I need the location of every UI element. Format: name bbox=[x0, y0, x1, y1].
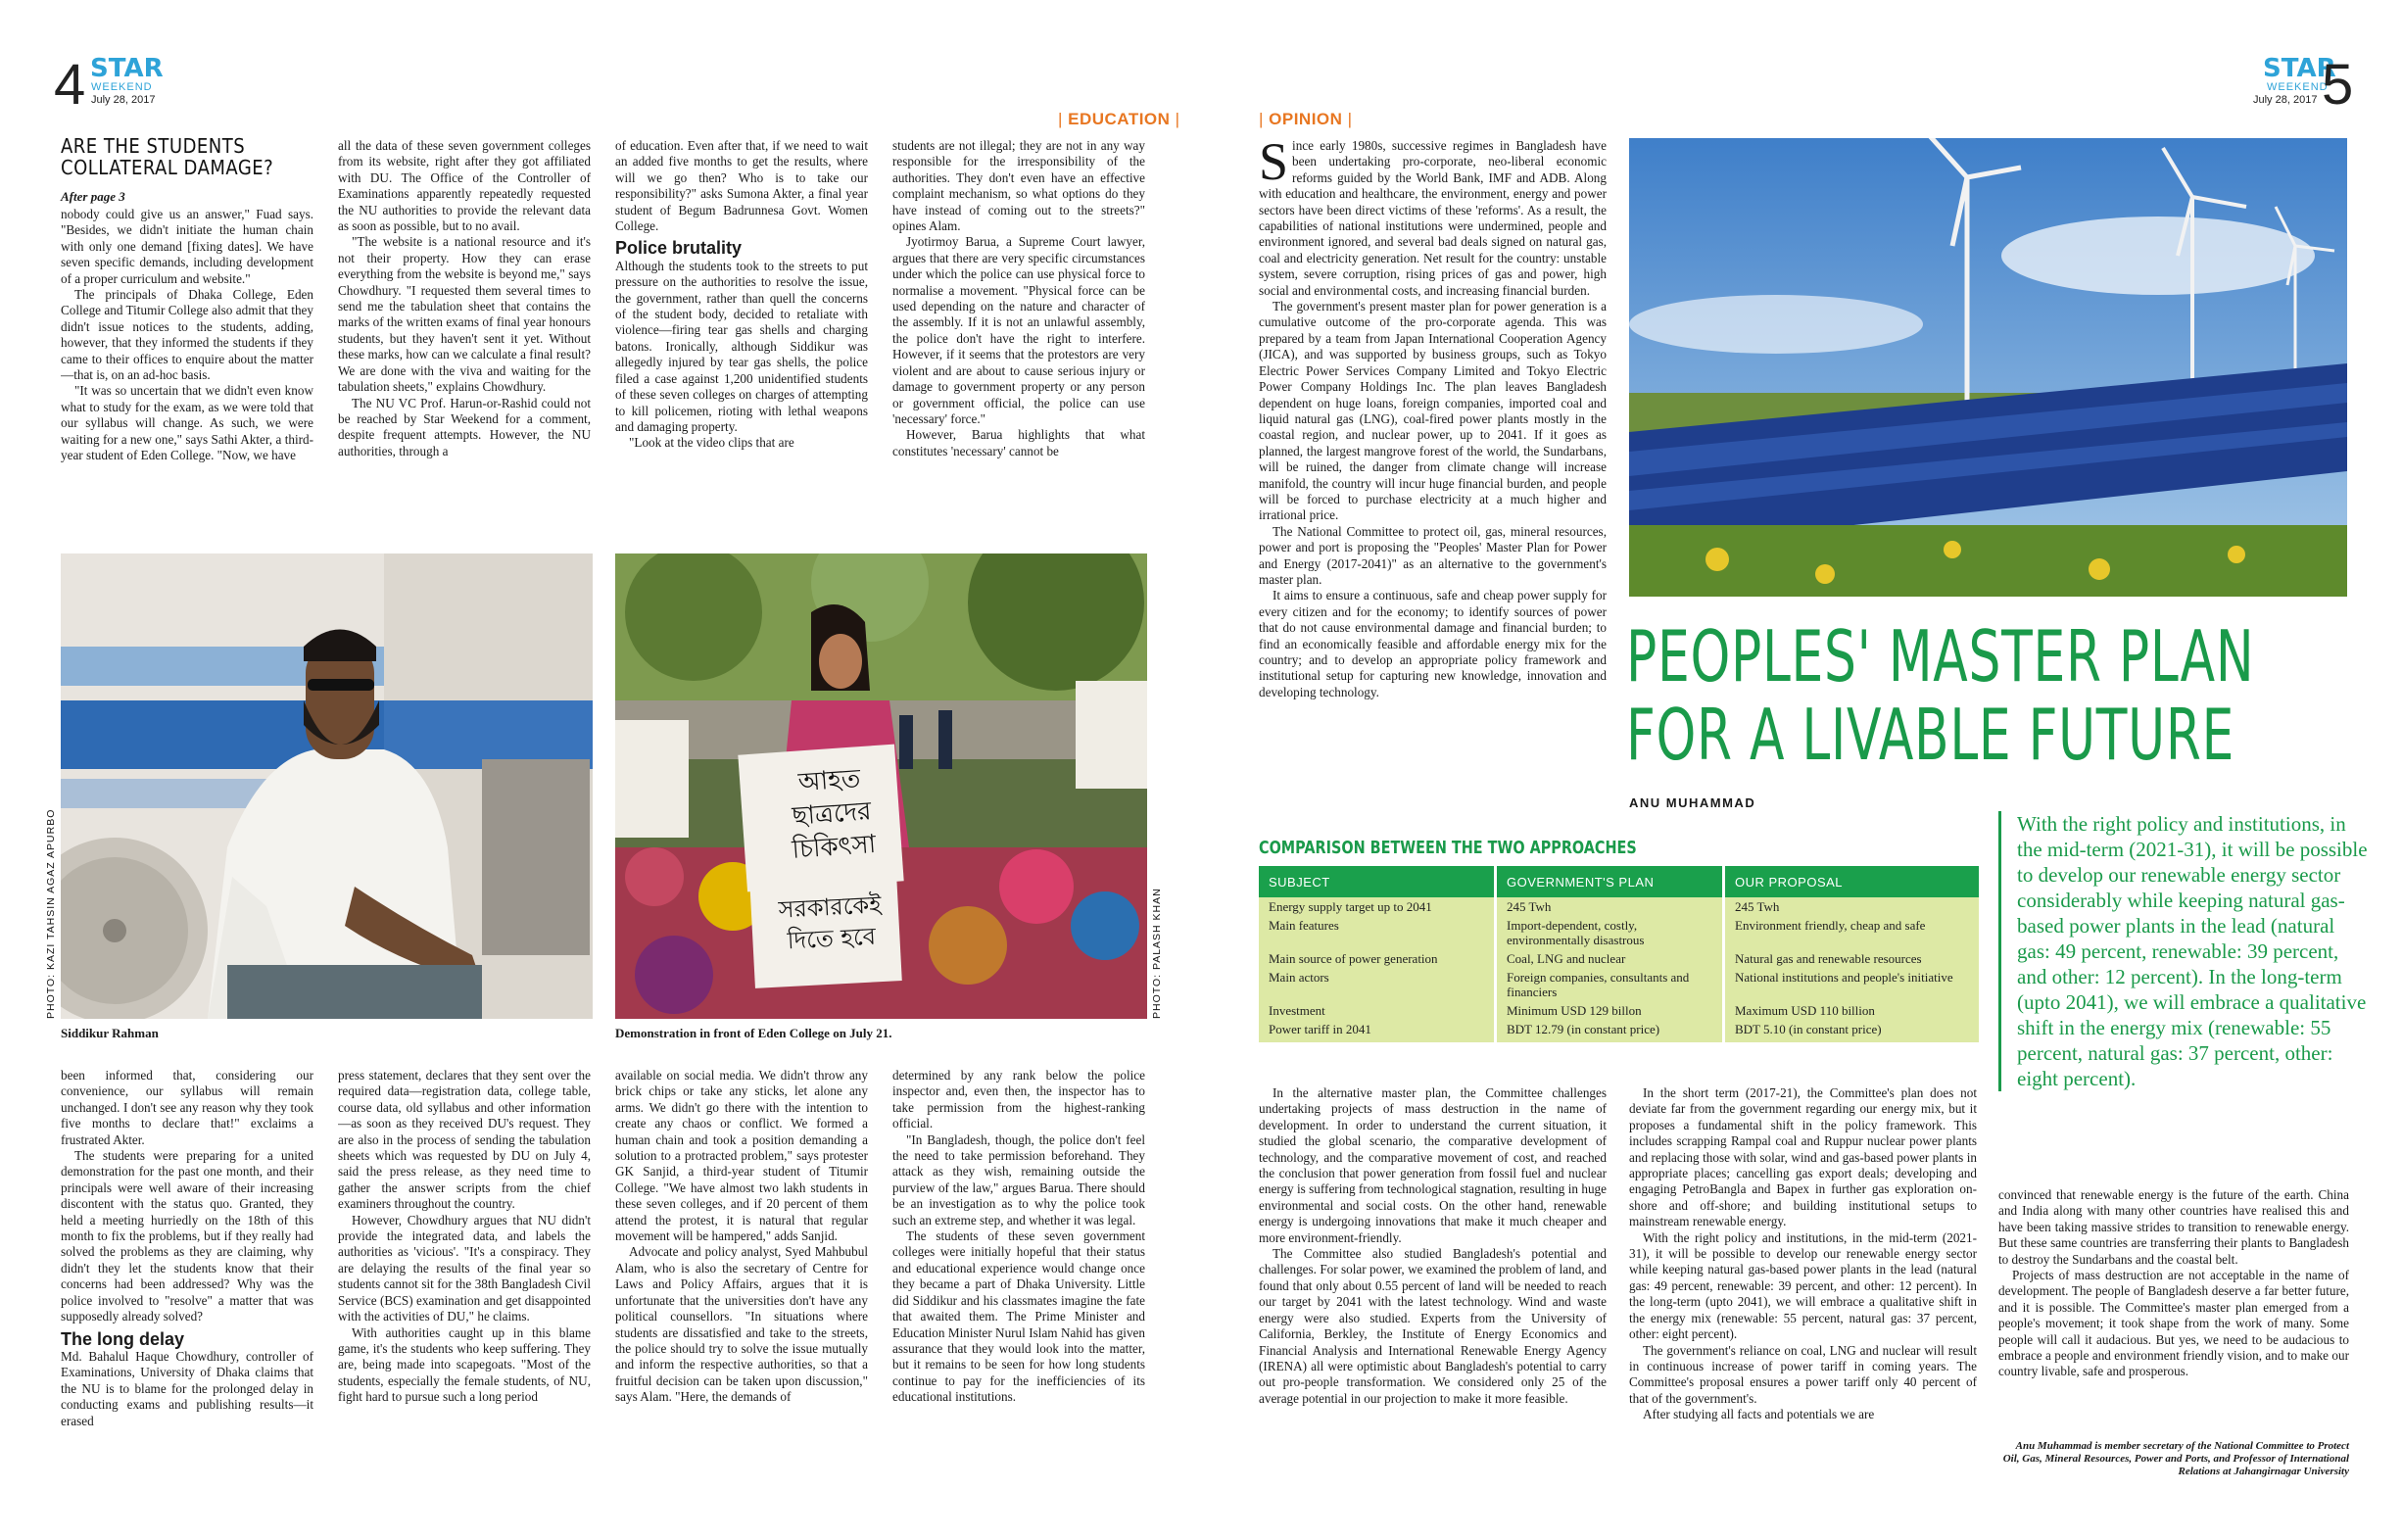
table-cell: Power tariff in 2041 bbox=[1269, 1022, 1371, 1036]
table-cell: Import-dependent, costly, environmentally disastrous bbox=[1494, 916, 1722, 949]
paragraph: However, Barua highlights that what constitutes 'necessary' cannot be bbox=[892, 427, 1145, 458]
table-header-government: GOVERNMENT'S PLAN bbox=[1494, 866, 1722, 897]
table-cell: Main source of power generation bbox=[1269, 951, 1438, 966]
subheading-police-brutality: Police brutality bbox=[615, 238, 743, 259]
table-cell: BDT 12.79 (in constant price) bbox=[1494, 1020, 1722, 1042]
paragraph: The government's reliance on coal, LNG and nuclear will result in continuous increase of power tariff in coming years. The Committee's proposal ensures a power tariff only 40 percent of that of the government's. bbox=[1629, 1342, 1977, 1406]
section-label-education: | EDUCATION | bbox=[1058, 110, 1180, 128]
paragraph: With authorities caught up in this blame game, it's the students who keep suffering. They are, being made into scapegoats. "Most of the students, especially the female students, of NU, fight hard to pursue such a long period bbox=[338, 1324, 591, 1405]
paragraph: of education. Even after that, if we need to wait an added five months to get the results, where will we go then? Who is to take our responsibility?" asks Sumona Akter, a final year student of Begum Badrunnesa Govt. Women College. bbox=[615, 138, 868, 234]
paragraph: students are not illegal; they are not in any way responsible for the irresponsibility of the authorities. They don't even have an effective complaint mechanism, so what options do they have instead of coming out to the streets?" opines Alam. bbox=[892, 138, 1145, 234]
dropcap: S bbox=[1259, 138, 1289, 191]
page-number-right: 5 bbox=[2322, 53, 2354, 117]
left-col4-top bbox=[892, 138, 1145, 525]
table-cell: Natural gas and renewable resources bbox=[1722, 949, 1979, 968]
article-kicker: ARE THE STUDENTS COLLATERAL DAMAGE? bbox=[61, 134, 274, 179]
paragraph: ince early 1980s, successive regimes in Bangladesh have been undertaking pro-corporate, neo-liberal economic reforms guided by the World Bank, IMF and ADB. Along with education and healthcare, the environment, energy and power sectors have been direct victims of these 'reforms'. As a result, the capabilities of national institutions were undermined, people and environment ignored, and several bad deals signed on natural gas, coal and electricity generation. Net result for the country: unstable system, severe corruption, rising prices of gas and power, high social and environmental costs, and increasing financial burden. bbox=[1259, 138, 1607, 298]
table-cell: Coal, LNG and nuclear bbox=[1494, 949, 1722, 968]
protest-sign-top: আহত ছাত্রদের চিকিৎসা bbox=[791, 763, 878, 865]
section-label-opinion: | OPINION | bbox=[1259, 110, 1353, 128]
paragraph: Projects of mass destruction are not acceptable in the name of development. The people of Bangladesh deserve a far better future, and it is possible. The Committee's master plan emerged from a people's movement; it took shape from the work of many. Some people will call it audacious. But yes, we need to be audacious to embrace a people and environment friendly vision, and to make our country livable, safe and prosperous. bbox=[1998, 1268, 2349, 1379]
issue-date-right: July 28, 2017 bbox=[2253, 94, 2318, 106]
table-row bbox=[1259, 916, 1979, 949]
paragraph: Jyotirmoy Barua, a Supreme Court lawyer, argues that there are very specific circumstances under which the police can use physical force to normalise a movement. "Physical force can be used depending on the nature and character of the assembly. If it is not an unlawful assembly, the police don't have the right to interfere. However, if it seems that the protestors are very violent and are about to cause serious injury or damage to government property or any person or government official, the police can use 'necessary' force." bbox=[892, 234, 1145, 426]
right-col3-bottom bbox=[1998, 1187, 2349, 1403]
table-cell: Energy supply target up to 2041 bbox=[1269, 899, 1432, 914]
issue-date-left: July 28, 2017 bbox=[91, 94, 156, 106]
table-cell: Main actors bbox=[1269, 970, 1329, 985]
photo-siddikur bbox=[61, 553, 593, 1019]
paragraph: Advocate and policy analyst, Syed Mahbubul Alam, who is also the secretary of Centre for Laws and Policy Affairs, argues that it is unfortunate that the universities don't have any political counsellors. "In situations where students are dissatisfied and take to the streets, the police should try to solve the issue mutually and inform the respective authorities, so that a fruitful decision can be taken upon discussion," says Alam. "Here, the demands of bbox=[615, 1244, 868, 1405]
table-row bbox=[1259, 949, 1979, 968]
table-cell: Investment bbox=[1269, 1003, 1325, 1018]
photo-caption-demonstration: Demonstration in front of Eden College on July 21. bbox=[615, 1026, 892, 1040]
table-cell: Foreign companies, consultants and financiers bbox=[1494, 968, 1722, 1001]
left-col4-bottom bbox=[892, 1068, 1145, 1487]
paragraph: With the right policy and institutions, in the mid-term (2021-31), it will be possible to develop our renewable energy sector while keeping natural gas-based power plants in the lead (natural gas: 49 percent, renewable: 39 percent, and other: 12 percent). In the long-term (upto 2041), we will embrace a qualitative shift in the energy mix (renewable: 55 percent, natural gas: 37 percent, other: eight percent). bbox=[1629, 1229, 1977, 1342]
photo-credit-siddikur: PHOTO: KAZI TAHSIN AGAZ APURBO bbox=[45, 808, 57, 1019]
table-row bbox=[1259, 1001, 1979, 1020]
paragraph: available on social media. We didn't throw any brick chips or take any sticks, let alone any arms. We didn't go there with the intention to create any chaos or conflict. We formed a human chain and took a position demanding a solution to a protracted problem," says protester GK Sanjid, a third-year student of Titumir College. "We have almost two lakh students in these seven colleges, and if 20 percent of them attend the protest, it is natural that regular movement will be hampered," adds Sanjid. bbox=[615, 1068, 868, 1244]
table-cell: 245 Twh bbox=[1494, 897, 1722, 916]
paragraph: The students were preparing for a united demonstration for the past one month, and their principals were well aware of their increasing discontent with the status quo. Granted, they held a meeting hurriedly on the 18th of this month to fix the problems, but if they really had solved the problems as they are claiming, why didn't they let the students know that their concerns had been addressed? Why was the police involved to "resolve" a matter that was supposedly already solved? bbox=[61, 1148, 313, 1324]
left-col1-top bbox=[61, 207, 313, 525]
table-header-proposal: OUR PROPOSAL bbox=[1722, 866, 1979, 897]
comparison-table bbox=[1259, 866, 1979, 1042]
author-bio: Anu Muhammad is member secretary of the National Committee to Protect Oil, Gas, Mineral Resources, Power and Ports, and Professor of International Relations at Jahangirnagar University bbox=[2002, 1440, 2349, 1477]
paragraph: The NU VC Prof. Harun-or-Rashid could not be reached by Star Weekend for a comment, despite frequent attempts. However, the NU authorities, through a bbox=[338, 395, 591, 458]
photo-siddikur-illustration bbox=[61, 553, 593, 1019]
subheading-long-delay: The long delay bbox=[61, 1328, 185, 1349]
photo-solar-wind-illustration bbox=[1629, 138, 2347, 597]
brand-logo-right: STAR bbox=[2263, 54, 2336, 83]
table-cell: Environment friendly, cheap and safe bbox=[1722, 916, 1979, 949]
paragraph: The government's present master plan for power generation is a cumulative outcome of the pro-corporate agenda. This was prepared by a team from Japan International Cooperation Agency (JICA), and was supported by business groups, such as Tokyo Electric Power Services Company Limited and Tokyo Electric Power Company Holdings Inc. The plan leaves Bangladesh dependent on huge loans, foreign companies, imported coal and liquid natural gas (LNG), coal-fired power plants mostly in the coastal region, and nuclear power, up to 2041. If it goes as planned, the largest mangrove forest of the world, the Sundarbans, will be ruined, the danger from climate change will increase manifold, the country will incur huge financial burden, and people will be forced to purchase electricity at a much higher and irrational price. bbox=[1259, 299, 1607, 523]
paragraph: determined by any rank below the police inspector and, even then, the inspector has to take permission from the highest-ranking official. bbox=[892, 1068, 1145, 1131]
photo-credit-demonstration: PHOTO: PALASH KHAN bbox=[1151, 888, 1163, 1019]
paragraph: "Look at the video clips that are bbox=[629, 435, 794, 451]
paragraph: The principals of Dhaka College, Eden College and Titumir College also admit that they didn't issue notices to the students, adding, however, that they informed the students if they came to their offices to enquire about the matter—that is, on an ad-hoc basis. bbox=[61, 287, 313, 383]
table-cell: National institutions and people's initiative bbox=[1722, 968, 1979, 1001]
brand-logo-left: STAR bbox=[90, 54, 164, 83]
paragraph: The National Committee to protect oil, gas, mineral resources, power and port is proposing the "Peoples' Master Plan for Power and Energy (2017-2041)" as an alternative to the government's master plan. bbox=[1259, 523, 1607, 587]
photo-solar-wind bbox=[1629, 138, 2347, 597]
paragraph: nobody could give us an answer," Fuad says. "Besides, we didn't initiate the human chain with only one demand [fixing dates]. We have seven specific demands, including development of a proper curriculum and website." bbox=[61, 207, 313, 286]
paragraph: "The website is a national resource and it's not their property. How they can erase everything from the website is beyond me," says Chowdhury. "I requested them several times to send me the tabulation sheet that contains the marks of the written exams of final year honours students, but they haven't sent it yet. Without these marks, how can we calculate a final result? We are done with the viva and waiting for the tabulation sheets," explains Chowdhury. bbox=[338, 234, 591, 395]
paragraph: "It was so uncertain that we didn't even know what to study for the exam, as we were told that our syllabus will change. As such, we were waiting for a new one," says Sathi Akter, a third-year student of Eden College. "Now, we have bbox=[61, 383, 313, 463]
paragraph: convinced that renewable energy is the future of the earth. China and India along with many other countries have realised this and have been taking massive strides to transition to renewable energy. But these same countries are transferring their plants to Bangladesh to destroy the Sundarbans and the coastal belt. bbox=[1998, 1187, 2349, 1267]
left-col3-top bbox=[615, 138, 868, 525]
paragraph: Md. Bahalul Haque Chowdhury, controller of Examinations, University of Dhaka claims that the NU is to blame for the prolonged delay in conducting exams and publishing results—it erased bbox=[61, 1348, 313, 1428]
paragraph: In the alternative master plan, the Committee challenges undertaking projects of mass destruction in the name of development. In order to understand the current situation, it studied the global scenario, the comparative development of technology, and the comparative movement of cost, and reached the conclusion that power generation from fossil fuel and nuclear energy is suffering from technological stagnation, resulting in huge environmental and social costs. On the other hand, renewable energy is undergoing innovations that make it much cheaper and more environment-friendly. bbox=[1259, 1085, 1607, 1245]
paragraph: In the short term (2017-21), the Committee's plan does not deviate far from the government regarding our energy mix, but it proposes a fundamental shift in the policy framework. This includes scrapping Rampal coal and Ruppur nuclear power plants and replacing those with solar, wind and gas-based power plants in appropriate places; cancelling gas export deals; developing and engaging PetroBangla and Bapex in further gas exploration on-shore and off-shore; and building institutional setups to mainstream renewable energy. bbox=[1629, 1085, 1977, 1229]
table-cell: Maximum USD 110 billion bbox=[1722, 1001, 1979, 1020]
article-headline: PEOPLES' MASTER PLAN FOR A LIVABLE FUTURE bbox=[1626, 615, 2255, 776]
comparison-table-title: COMPARISON BETWEEN THE TWO APPROACHES bbox=[1259, 838, 1637, 858]
photo-demonstration bbox=[615, 553, 1147, 1019]
left-col1-bottom bbox=[61, 1068, 313, 1487]
paragraph: The Committee also studied Bangladesh's potential and challenges. For solar power, we examined the problem of land, and found that only about 0.55 percent of land will be needed to reach our target by 2041 with the latest technology. Wind and waste energy were also studied. Experts from the University of California, Berkley, the Institute of Energy Economics and Financial Analysis and International Renewable Energy Agency (IRENA) all were optimistic about Bangladesh's potential to carry out pro-people transformation. We considered only 25 of the average potential in our projection to make it more feasible. bbox=[1259, 1246, 1607, 1406]
photo-caption-siddikur: Siddikur Rahman bbox=[61, 1026, 159, 1040]
paragraph: "In Bangladesh, though, the police don't feel the need to take permission beforehand. They attack as they wish, remaining outside the purview of the law," argues Barua. There should be an investigation as to why the police took such an extreme step, and whether it was legal. bbox=[892, 1131, 1145, 1227]
table-cell: Minimum USD 129 billon bbox=[1494, 1001, 1722, 1020]
table-header-row bbox=[1259, 866, 1979, 897]
right-col2-bottom bbox=[1629, 1085, 1977, 1487]
paragraph: The students of these seven government colleges were initially hopeful that their status and educational experience would change once they became a part of Dhaka University. Little did Siddikur and his classmates imagine the fate that awaited them. The Prime Minister and Education Minister Nurul Islam Nahid has given assurance that they would look into the matter, but it remains to be seen for how long students continue to pay for the inefficiencies of its educational institutions. bbox=[892, 1228, 1145, 1405]
brand-sub-right: WEEKEND bbox=[2267, 81, 2329, 93]
table-cell: 245 Twh bbox=[1722, 897, 1979, 916]
paragraph: been informed that, considering our convenience, our syllabus will remain unchanged. I don't see any reason why they took five months to declare that!" exclaims a frustrated Akter. bbox=[61, 1068, 313, 1147]
pull-quote: With the right policy and institutions, in the mid-term (2021-31), it will be possible to develop our renewable energy sector considerably while keeping natural gas-based power plants in the lead (natural gas: 49 percent, renewable: 39 percent, and other: 12 percent). In the long-term (upto 2041), we will embrace a qualitative shift in the energy mix (renewable: 55 percent, natural gas: 37 percent, other: eight percent). bbox=[1998, 811, 2368, 1091]
protest-sign-bottom: সরকারকেই দিতে হবে bbox=[778, 890, 883, 955]
table-row bbox=[1259, 968, 1979, 1001]
continued-from: After page 3 bbox=[61, 189, 125, 204]
table-cell: BDT 5.10 (in constant price) bbox=[1722, 1020, 1979, 1042]
right-col1-bottom bbox=[1259, 1085, 1607, 1487]
table-header-subject: SUBJECT bbox=[1259, 866, 1494, 897]
paragraph: press statement, declares that they sent over the required data—registration data, college table, course data, old syllabus and other information—as soon as they received DU's request. They are also in the process of sending the tabulation sheets which was requested by DU on July 4, said the press release, as they need time to gather the answer scripts from the chief examiners throughout the country. bbox=[338, 1068, 591, 1212]
left-col2-top bbox=[338, 138, 591, 525]
left-col2-bottom bbox=[338, 1068, 591, 1487]
paragraph: However, Chowdhury argues that NU didn't provide the integrated data, and labels the authorities as 'vicious'. "It's a conspiracy. They are delaying the results of the final year so students cannot sit for the 38th Bangladesh Civil Service (BCS) examination and get disappointed with the activities of DU," he claims. bbox=[338, 1212, 591, 1324]
page-number-left: 4 bbox=[54, 53, 86, 117]
paragraph: It aims to ensure a continuous, safe and cheap power supply for every citizen and for the economy; to identify sources of power that do not cause environmental damage and financial burden; to find an economically feasible and affordable energy mix for the country; and to develop an appropriate policy framework and institutional setup for capturing new knowledge, innovation and developing technology. bbox=[1259, 588, 1607, 699]
table-row bbox=[1259, 1020, 1979, 1042]
left-col3-bottom bbox=[615, 1068, 868, 1487]
right-col-top bbox=[1259, 138, 1607, 804]
brand-sub-left: WEEKEND bbox=[91, 81, 153, 93]
paragraph: all the data of these seven government colleges from its website, right after they got affiliated with DU. The Office of the Controller of Examinations apparently repeatedly requested the NU authorities to provide the relevant data as soon as possible, but to no avail. bbox=[338, 138, 591, 234]
table-cell: Main features bbox=[1269, 918, 1339, 933]
paragraph: Although the students took to the streets to put pressure on the authorities to resolve the issue, the government, rather than quell the concerns of the student body, decided to retaliate with violence—firing tear gas shells and charging batons. Ironically, although Siddikur was allegedly injured by tear gas shells, the police filed a case against 1,200 unidentified students of these seven colleges on charges of attempting to kill policemen, rioting with lethal weapons and damaging property. bbox=[615, 258, 868, 434]
article-byline: ANU MUHAMMAD bbox=[1629, 795, 1756, 810]
table-row bbox=[1259, 897, 1979, 916]
paragraph: After studying all facts and potentials we are bbox=[1643, 1407, 1875, 1422]
